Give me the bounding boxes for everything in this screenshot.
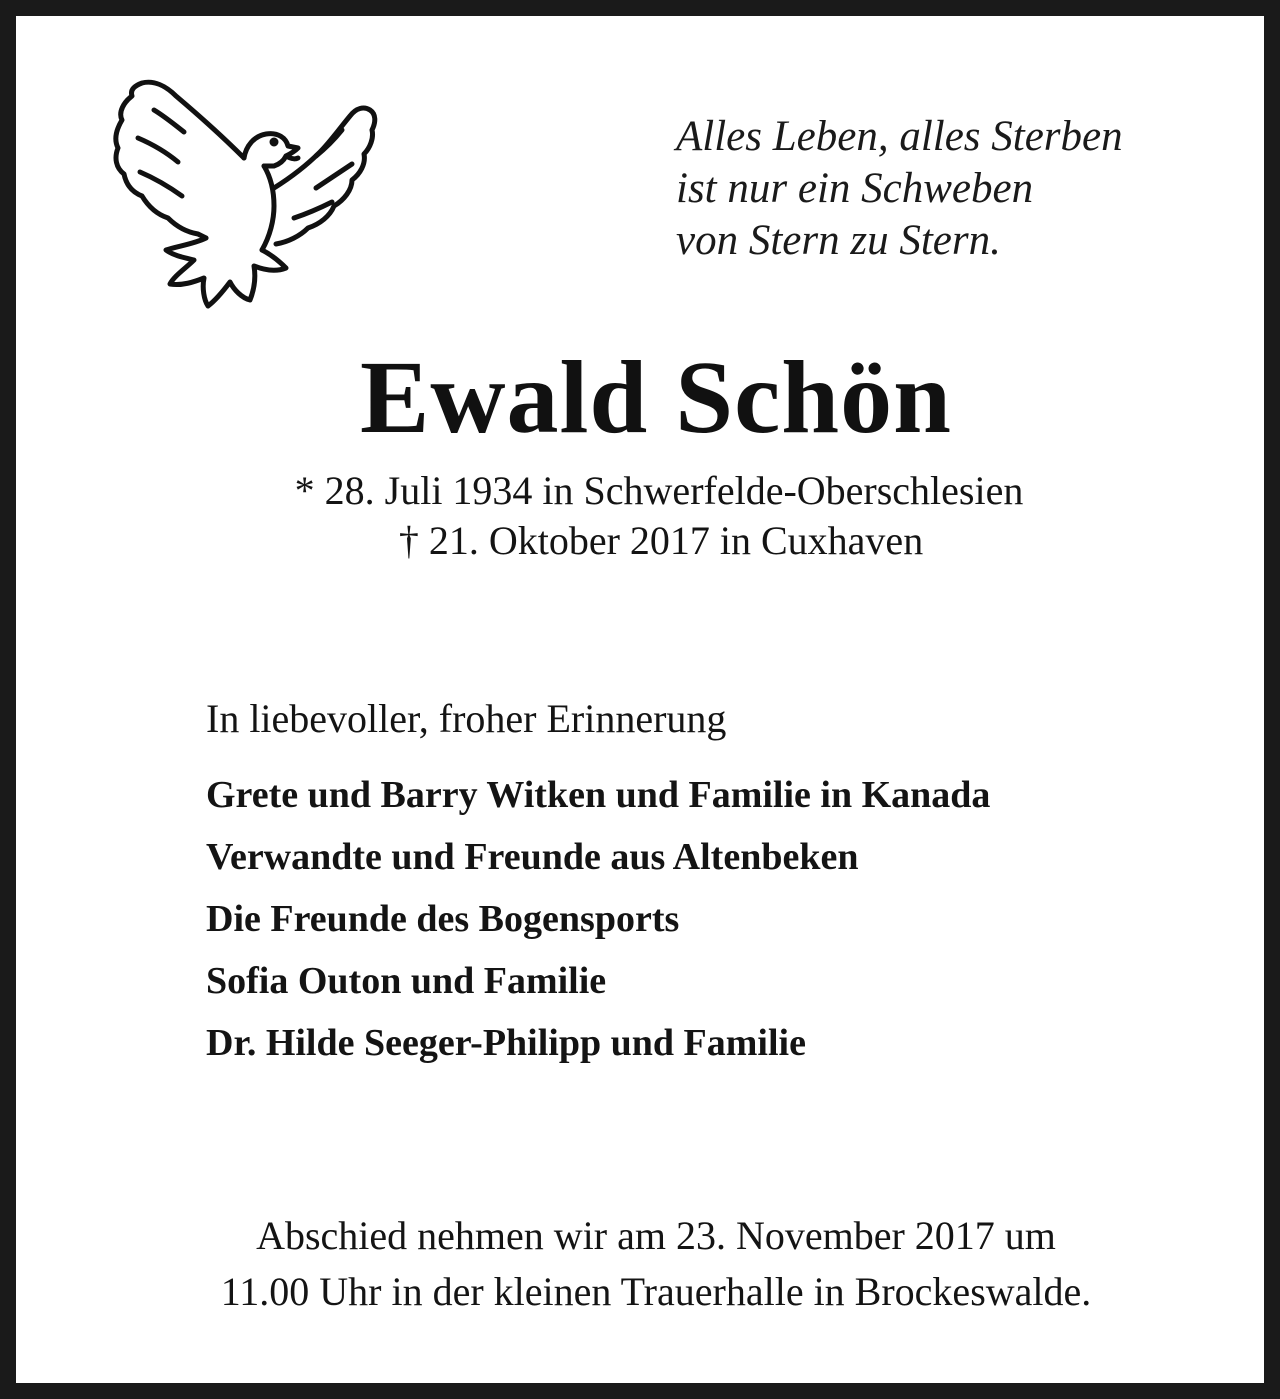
memory-line: In liebevoller, froher Erinnerung	[206, 696, 727, 741]
farewell-line: Abschied nehmen wir am 23. November 2017 um	[256, 1213, 1056, 1258]
death-date: † 21. Oktober 2017 in Cuxhaven	[398, 518, 924, 563]
motto-line: ist nur ein Schweben	[676, 165, 1034, 212]
mourner-entry: Dr. Hilde Seeger-Philipp und Familie	[206, 1022, 806, 1064]
life-dates	[16, 466, 1280, 566]
mourner-entry: Grete und Barry Witken und Familie in Kanada	[206, 774, 991, 816]
deceased-name: Ewald Schön	[360, 340, 952, 455]
motto-line: Alles Leben, alles Sterben	[676, 113, 1123, 160]
mourner-entry: Die Freunde des Bogensports	[206, 898, 680, 940]
motto-poem	[676, 111, 1246, 267]
farewell-notice	[16, 1208, 1280, 1320]
birth-date: * 28. Juli 1934 in Schwerfelde-Oberschlesien	[294, 468, 1024, 513]
motto-line: von Stern zu Stern.	[676, 217, 1001, 264]
mourner-entry: Verwandte und Freunde aus Altenbeken	[206, 836, 859, 878]
farewell-line: 11.00 Uhr in der kleinen Trauerhalle in Brockeswalde.	[220, 1269, 1092, 1314]
mourners-list	[206, 764, 1266, 1074]
mourner-entry: Sofia Outon und Familie	[206, 960, 607, 1002]
dove-icon	[94, 68, 394, 313]
